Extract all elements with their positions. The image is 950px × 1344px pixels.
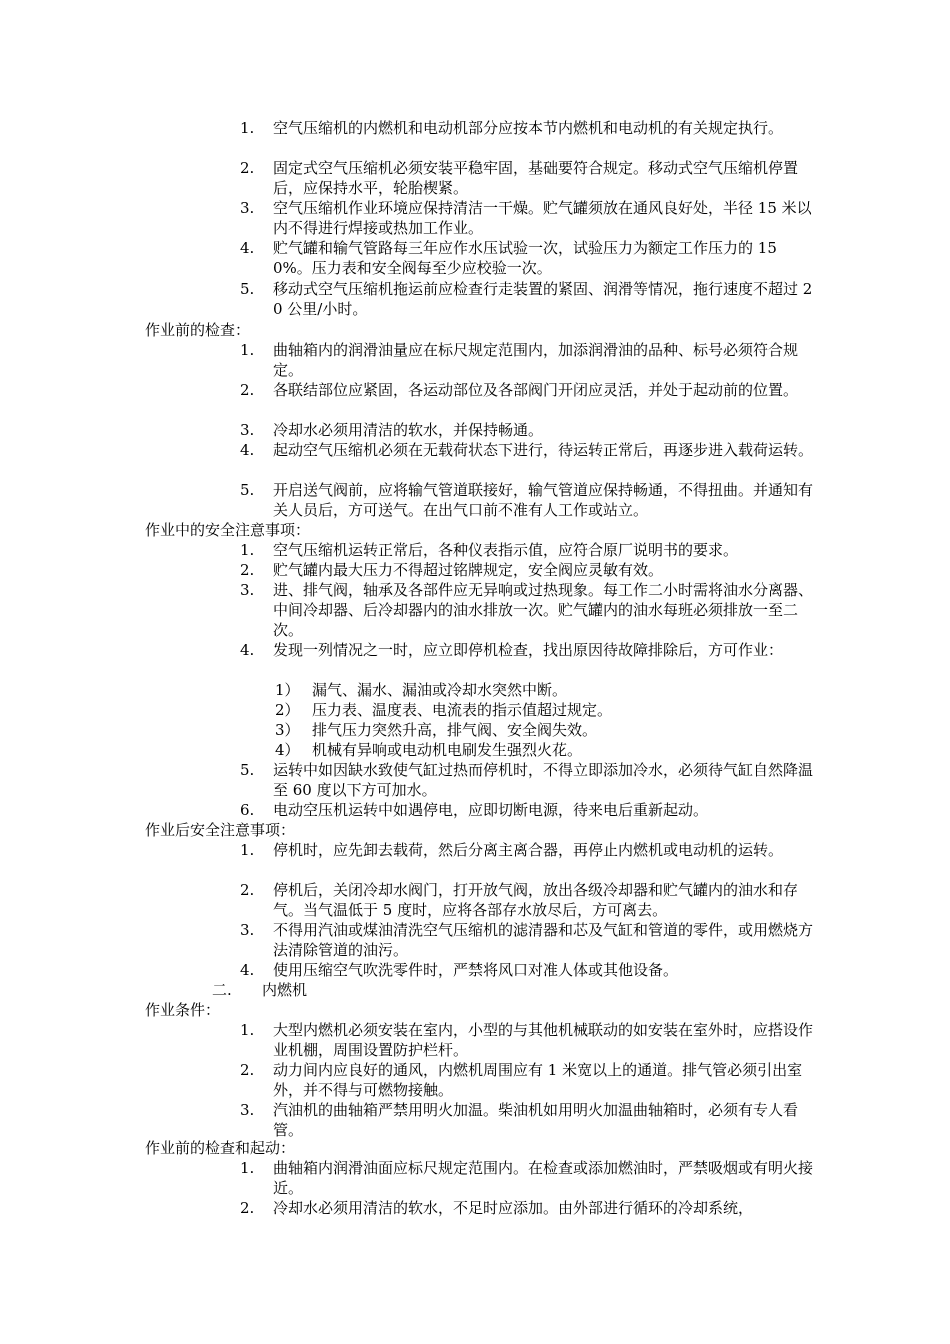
section-title: 内燃机 — [262, 981, 308, 999]
item-text: 大型内燃机必须安装在室内，小型的与其他机械联动的如安装在室外时，应搭设作业机棚，周围设置防护栏杆。 — [273, 1021, 814, 1059]
item-text: 开启送气阀前，应将输气管道联接好，输气管道应保持畅通，不得扭曲。并通知有关人员后，方可送气。在出气口前不准有人工作或站立。 — [273, 481, 814, 519]
item-text: 贮气罐和输气管路每三年应作水压试验一次，试验压力为额定工作压力的 150%。压力表和安全阀每至少应校验一次。 — [273, 239, 777, 277]
item-number: 1. — [240, 119, 255, 137]
item-text: 空气压缩机作业环境应保持清洁一干燥。贮气罐须放在通风良好处，半径 15 米以内不得进行焊接或热加工作业。 — [273, 199, 812, 237]
item-text: 移动式空气压缩机拖运前应检查行走装置的紧固、润滑等情况，拖行速度不超过 20 公里/小时。 — [273, 280, 813, 318]
item-text: 起动空气压缩机必须在无载荷状态下进行，待运转正常后，再逐步进入载荷运转。 — [273, 441, 814, 459]
item-number: 2. — [240, 1061, 255, 1079]
item-text: 进、排气阀，轴承及各部件应无异响或过热现象。每工作二小时需将油水分离器、中间冷却器、后冷却器内的油水排放一次。贮气罐内的油水每班必须排放一至二次。 — [273, 581, 814, 639]
item-number: 4. — [240, 239, 255, 257]
item-text: 曲轴箱内的润滑油量应在标尺规定范围内，加添润滑油的品种、标号必须符合规定。 — [273, 341, 799, 379]
item-text: 固定式空气压缩机必须安装平稳牢固，基础要符合规定。移动式空气压缩机停置后，应保持水平，轮胎楔紧。 — [273, 159, 799, 197]
item-number: 2） — [275, 701, 300, 719]
item-text: 汽油机的曲轴箱严禁用明火加温。柴油机如用明火加温曲轴箱时，必须有专人看管。 — [273, 1101, 799, 1139]
item-number: 1. — [240, 841, 255, 859]
item-number: 1. — [240, 341, 255, 359]
item-text: 冷却水必须用清洁的软水，并保持畅通。 — [273, 421, 544, 439]
section-heading: 作业中的安全注意事项： — [145, 521, 311, 539]
item-number: 4. — [240, 961, 255, 979]
section-heading: 作业条件： — [145, 1001, 221, 1019]
section-heading: 作业后安全注意事项： — [145, 821, 296, 839]
item-text: 排气压力突然升高，排气阀、安全阀失效。 — [312, 721, 598, 739]
item-text: 漏气、漏水、漏油或冷却水突然中断。 — [312, 681, 568, 699]
item-text: 冷却水必须用清洁的软水，不足时应添加。由外部进行循环的冷却系统， — [273, 1199, 754, 1217]
item-number: 3. — [240, 581, 255, 599]
item-number: 2. — [240, 881, 255, 899]
item-number: 3. — [240, 421, 255, 439]
item-number: 6. — [240, 801, 255, 819]
item-number: 3. — [240, 199, 255, 217]
item-text: 停机时，应先卸去载荷，然后分离主离合器，再停止内燃机或电动机的运转。 — [273, 841, 784, 859]
item-text: 停机后，关闭冷却水阀门，打开放气阀，放出各级冷却器和贮气罐内的油水和存气。当气温低于 5 度时，应将各部存水放尽后，方可离去。 — [273, 881, 799, 919]
item-number: 3. — [240, 1101, 255, 1119]
item-number: 3） — [275, 721, 300, 739]
section-heading: 作业前的检查和起动： — [145, 1139, 296, 1157]
item-text: 各联结部位应紧固，各运动部位及各部阀门开闭应灵活，并处于起动前的位置。 — [273, 381, 799, 399]
item-number: 1. — [240, 1159, 255, 1177]
item-text: 空气压缩机的内燃机和电动机部分应按本节内燃机和电动机的有关规定执行。 — [273, 119, 784, 137]
item-number: 2. — [240, 561, 255, 579]
item-number: 1. — [240, 1021, 255, 1039]
item-text: 压力表、温度表、电流表的指示值超过规定。 — [312, 701, 613, 719]
item-text: 不得用汽油或煤油清洗空气压缩机的滤清器和芯及气缸和管道的零件，或用燃烧方法清除管道的油污。 — [273, 921, 814, 959]
item-number: 5. — [240, 280, 255, 298]
item-number: 2. — [240, 381, 255, 399]
item-text: 发现一列情况之一时，应立即停机检查，找出原因待故障排除后，方可作业： — [273, 641, 784, 659]
item-text: 运转中如因缺水致使气缸过热而停机时，不得立即添加冷水，必须待气缸自然降温至 60 度以下方可加水。 — [273, 761, 814, 799]
item-text: 贮气罐内最大压力不得超过铭牌规定，安全阀应灵敏有效。 — [273, 561, 664, 579]
item-number: 1. — [240, 541, 255, 559]
item-text: 动力间内应良好的通风，内燃机周围应有 1 米宽以上的通道。排气管必须引出室外，并不得与可燃物接触。 — [273, 1061, 803, 1099]
item-number: 5. — [240, 481, 255, 499]
item-number: 5. — [240, 761, 255, 779]
item-text: 机械有异响或电动机电刷发生强烈火花。 — [312, 741, 583, 759]
item-number: 1） — [275, 681, 300, 699]
item-number: 4） — [275, 741, 300, 759]
item-text: 曲轴箱内润滑油面应标尺规定范围内。在检查或添加燃油时，严禁吸烟或有明火接近。 — [273, 1159, 814, 1197]
section-number: 二. — [212, 981, 232, 999]
section-heading: 作业前的检查： — [145, 321, 251, 339]
item-number: 4. — [240, 641, 255, 659]
item-number: 4. — [240, 441, 255, 459]
item-number: 3. — [240, 921, 255, 939]
item-number: 2. — [240, 159, 255, 177]
item-text: 空气压缩机运转正常后，各种仪表指示值，应符合原厂说明书的要求。 — [273, 541, 739, 559]
item-text: 电动空压机运转中如遇停电，应即切断电源，待来电后重新起动。 — [273, 801, 709, 819]
item-text: 使用压缩空气吹洗零件时，严禁将风口对准人体或其他设备。 — [273, 961, 679, 979]
item-number: 2. — [240, 1199, 255, 1217]
